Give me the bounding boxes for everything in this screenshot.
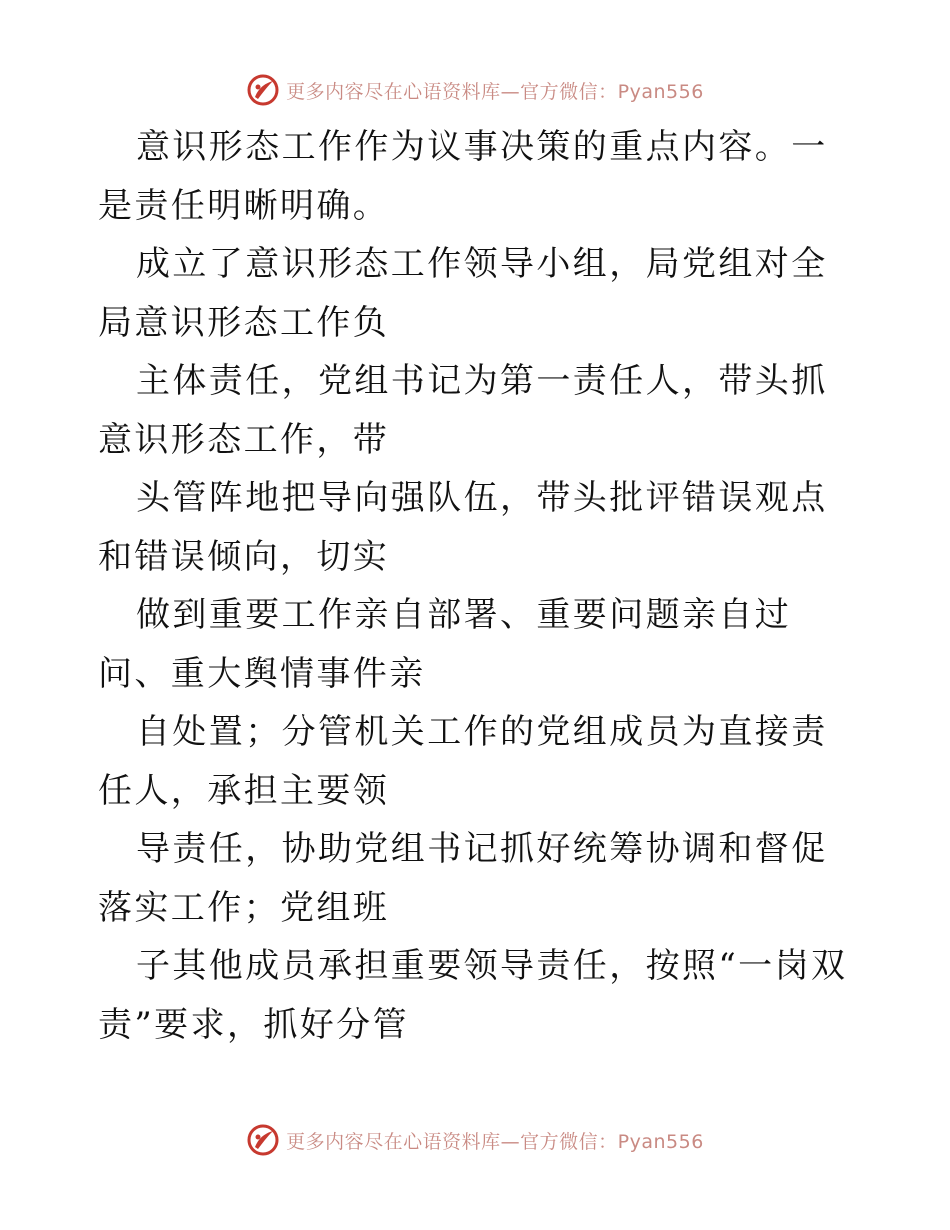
brush-seal-logo-icon [246,1123,280,1157]
brush-seal-logo-icon [246,73,280,107]
paragraph-4: 头管阵地把导向强队伍，带头批评错误观点和错误倾向，切实 [98,478,828,577]
watermark-text: 更多内容尽在心语资料库—官方微信：Pyan556 [286,1130,704,1153]
watermark-text: 更多内容尽在心语资料库—官方微信：Pyan556 [286,80,704,103]
paragraph-8: 子其他成员承担重要领导责任，按照“一岗双责”要求，抓好分管 [98,946,848,1045]
paragraph-6: 自处置；分管机关工作的党组成员为直接责任人，承担主要领 [98,712,828,811]
footer-watermark [0,1120,950,1160]
header-watermark [0,70,950,110]
paragraph-3: 主体责任，党组书记为第一责任人，带头抓意识形态工作，带 [98,361,828,460]
paragraph-5: 做到重要工作亲自部署、重要问题亲自过问、重大舆情事件亲 [98,595,792,694]
paragraph-1: 意识形态工作作为议事决策的重点内容。一是责任明晰明确。 [98,127,828,226]
document-body [98,118,858,1054]
paragraph-7: 导责任，协助党组书记抓好统筹协调和督促落实工作；党组班 [98,829,828,928]
paragraph-2: 成立了意识形态工作领导小组，局党组对全局意识形态工作负 [98,244,828,343]
